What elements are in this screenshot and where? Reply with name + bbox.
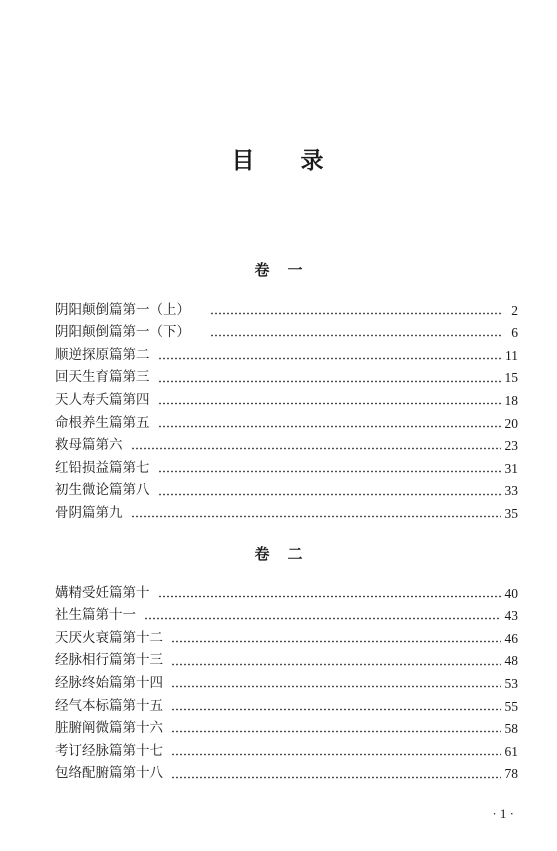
toc-entry-page: 15 (504, 370, 518, 386)
toc-entry-page: 40 (504, 585, 518, 601)
toc-entry[interactable] (55, 412, 518, 435)
toc-entry[interactable] (55, 718, 518, 741)
toc-leader (158, 470, 501, 473)
toc-entry-title: 救母篇第六 (55, 437, 123, 454)
page-title-part2: 录 (300, 147, 326, 174)
toc-entry-page: 20 (504, 415, 518, 431)
toc-entry[interactable] (55, 322, 518, 345)
toc-entry-page: 43 (504, 608, 518, 624)
toc-entry[interactable] (55, 457, 518, 480)
volume-heading-part1: 卷 (254, 545, 270, 563)
toc-leader (171, 708, 501, 711)
toc-entry-title: 初生微论篇第八 (55, 482, 150, 499)
volume-heading-1 (0, 259, 557, 280)
toc-entry[interactable] (55, 299, 518, 322)
toc-entry-title: 包络配腑篇第十八 (55, 765, 163, 782)
toc-entry[interactable] (55, 344, 518, 367)
toc-entry-title: 社生篇第十一 (55, 607, 136, 624)
toc-entry-title: 骨阴篇第九 (55, 504, 123, 521)
toc-entry-title: 顺逆探原篇第二 (55, 346, 150, 363)
toc-entry-page: 48 (504, 653, 518, 669)
toc-entry[interactable] (55, 627, 518, 650)
toc-leader (171, 776, 501, 779)
toc-leader (158, 402, 501, 405)
toc-entry-title: 天人寿夭篇第四 (55, 391, 150, 408)
toc-entry-page: 58 (504, 721, 518, 737)
page-title (0, 142, 557, 175)
toc-entry-title: 经脉相行篇第十三 (55, 652, 163, 669)
toc-leader (171, 685, 501, 688)
toc-entry[interactable] (55, 502, 518, 525)
volume-heading-part2: 二 (287, 545, 303, 563)
toc-entry-page: 55 (504, 698, 518, 714)
toc-entry-title: 脏腑阐微篇第十六 (55, 720, 163, 737)
toc-entry[interactable] (55, 389, 518, 412)
toc-leader (171, 753, 501, 756)
volume-heading-part2: 一 (287, 261, 303, 279)
toc-entry-page: 61 (504, 743, 518, 759)
volume-heading-2 (0, 543, 557, 564)
toc-entry[interactable] (55, 695, 518, 718)
toc-entry-title: 回天生育篇第三 (55, 369, 150, 386)
toc-entry-title: 经气本标篇第十五 (55, 697, 163, 714)
toc-entry[interactable] (55, 672, 518, 695)
toc-leader (131, 515, 501, 518)
toc-entry[interactable] (55, 435, 518, 458)
toc-entry-page: 2 (511, 302, 518, 318)
volume-heading-part1: 卷 (254, 261, 270, 279)
toc-entry[interactable] (55, 367, 518, 390)
toc-entry-page: 78 (504, 766, 518, 782)
toc-entry-title: 命根养生篇第五 (55, 414, 150, 431)
toc-entry-page: 31 (504, 460, 518, 476)
page-number: · 1 · (492, 806, 514, 821)
toc-leader (171, 730, 501, 733)
toc-leader (210, 312, 502, 315)
toc-entry-title: 媾精受妊篇第十 (55, 584, 150, 601)
toc-entry[interactable] (55, 740, 518, 763)
toc-entry[interactable] (55, 650, 518, 673)
toc-entry-title: 考订经脉篇第十七 (55, 742, 163, 759)
toc-entry-page: 35 (504, 505, 518, 521)
toc-leader (158, 380, 501, 383)
toc-entry-title: 经脉终始篇第十四 (55, 674, 163, 691)
toc-entry-page: 46 (504, 630, 518, 646)
toc-entry[interactable] (55, 480, 518, 503)
toc-entry-page: 11 (505, 347, 518, 363)
toc-entry-page: 23 (504, 438, 518, 454)
toc-entry[interactable] (55, 605, 518, 628)
toc-leader (158, 493, 501, 496)
toc-entry-page: 53 (504, 675, 518, 691)
toc-list-volume-1 (55, 299, 518, 525)
toc-leader (144, 617, 501, 620)
toc-leader (210, 334, 502, 337)
toc-entry-page: 33 (504, 483, 518, 499)
toc-list-volume-2 (55, 582, 518, 785)
toc-leader (171, 663, 501, 666)
toc-leader (158, 425, 501, 428)
toc-leader (131, 447, 501, 450)
toc-entry-title: 阴阳颠倒篇第一（上） (55, 301, 190, 318)
toc-entry[interactable] (55, 582, 518, 605)
toc-entry-title: 阴阳颠倒篇第一（下） (55, 324, 190, 341)
toc-entry-page: 6 (511, 325, 518, 341)
toc-entry[interactable] (55, 763, 518, 786)
toc-entry-title: 天厌火衰篇第十二 (55, 629, 163, 646)
toc-leader (171, 640, 501, 643)
toc-leader (158, 595, 501, 598)
page-title-part1: 目 (231, 147, 257, 174)
toc-entry-page: 18 (504, 392, 518, 408)
toc-entry-title: 红铅损益篇第七 (55, 459, 150, 476)
toc-leader (158, 357, 502, 360)
